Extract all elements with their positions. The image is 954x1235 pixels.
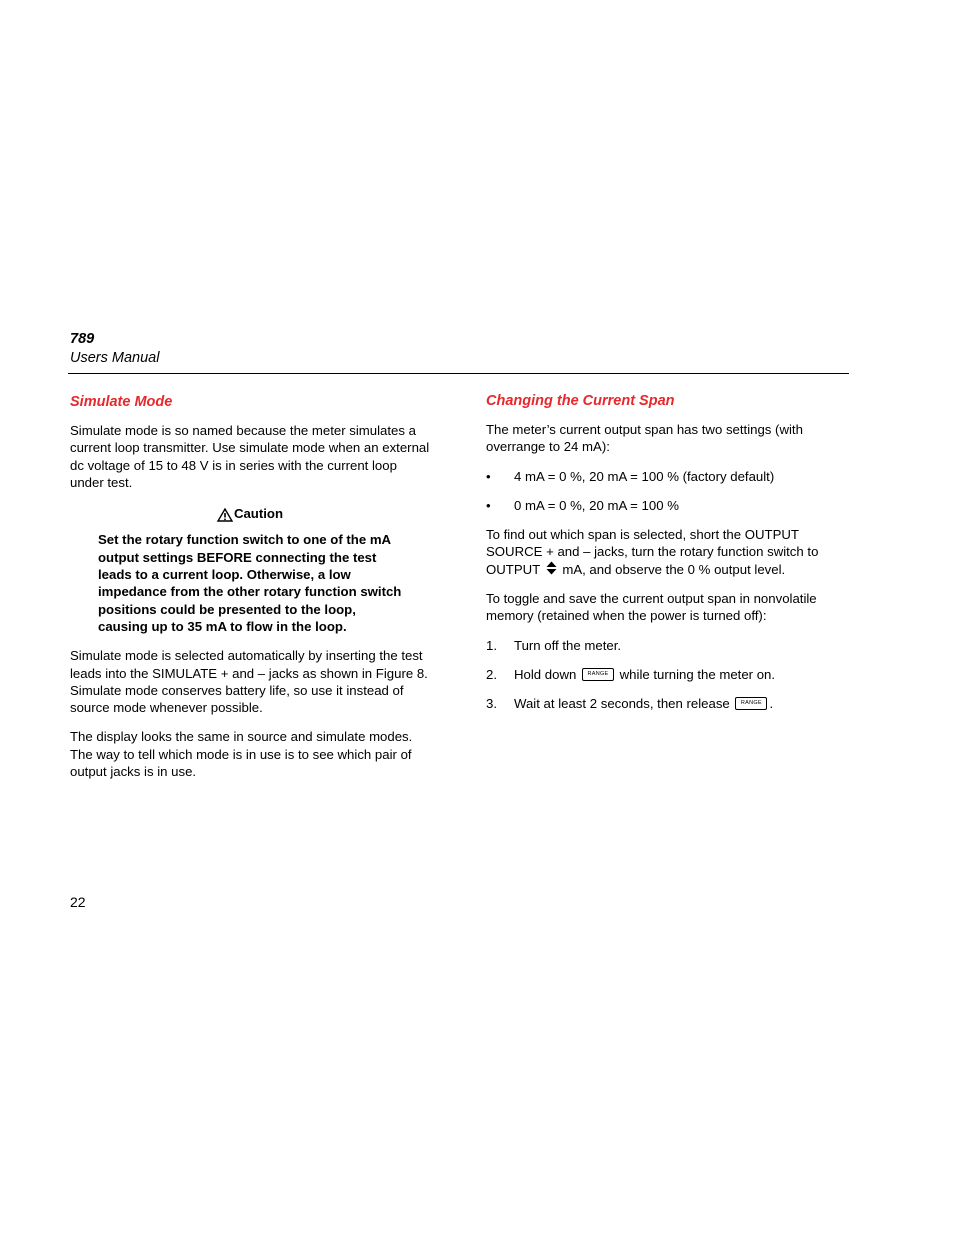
caution-heading	[70, 505, 430, 522]
step-text	[514, 695, 773, 712]
caution-text: Set the rotary function switch to one of the mA output settings BEFORE connecting the test leads to a current loop. Otherwise, a low impedance from the other rotary function switch positions could be presented to the loop, causing up to 35 mA to flow in the loop.	[98, 532, 402, 634]
caution-label: Caution	[233, 506, 284, 522]
step-text-after: while turning the meter on.	[619, 666, 776, 682]
find-span-text-end: mA, and observe the 0 % output level.	[562, 561, 786, 577]
find-span-text: To find out which span is selected, short the OUTPUT SOURCE + and – jacks, turn the rotary function switch to OUTPUT	[486, 527, 819, 577]
bullet-text: 0 mA = 0 %, 20 mA = 100 %	[514, 497, 679, 513]
step-number: 2.	[486, 666, 497, 682]
list-item	[486, 695, 846, 712]
warning-triangle-icon	[217, 508, 233, 522]
toggle-span-paragraph: To toggle and save the current output span in nonvolatile memory (retained when the power is turned off):	[486, 591, 817, 624]
header-divider	[68, 373, 849, 374]
step-number: 1.	[486, 637, 497, 653]
bullet-mark: •	[486, 497, 491, 513]
list-item	[486, 468, 846, 485]
range-key-icon: RANGE	[735, 697, 767, 710]
list-item	[486, 666, 846, 683]
step-text-before: Wait at least 2 seconds, then release	[514, 696, 730, 712]
manual-title: Users Manual	[70, 350, 160, 366]
bullet-text: 4 mA = 0 %, 20 mA = 100 % (factory default)	[514, 468, 775, 484]
simulate-jacks-paragraph: Simulate mode is selected automatically by inserting the test leads into the SIMULATE + and – jacks as shown in Figure 8. Simulate mode conserves battery life, so use it instead of source mode whenever possible.	[70, 648, 428, 716]
page-number: 22	[70, 894, 86, 910]
step-text-after: .	[769, 696, 774, 712]
find-span-paragraph	[486, 526, 846, 578]
step-text-before: Hold down	[514, 666, 577, 682]
bullet-mark: •	[486, 468, 491, 484]
range-key-icon: RANGE	[582, 668, 614, 681]
section-heading-current-span: Changing the Current Span	[486, 393, 675, 409]
right-column	[486, 391, 846, 725]
left-column	[70, 392, 430, 792]
list-item	[486, 637, 846, 654]
step-text: Turn off the meter.	[514, 637, 622, 653]
section-heading-simulate-mode: Simulate Mode	[70, 394, 173, 410]
step-number: 3.	[486, 696, 497, 712]
step-text	[514, 666, 775, 683]
simulate-intro-paragraph: Simulate mode is so named because the meter simulates a current loop transmitter. Use simulate mode when an external dc voltage of 15 to 48 V is in series with the current loop under test.	[70, 423, 430, 490]
up-down-arrows-icon	[546, 561, 557, 575]
list-item	[486, 497, 846, 514]
display-paragraph: The display looks the same in source and simulate modes. The way to tell which mode is in use is to see which pair of output jacks is in use.	[70, 729, 413, 780]
model-number: 789	[70, 331, 95, 347]
span-intro-paragraph: The meter’s current output span has two settings (with overrange to 24 mA):	[486, 422, 803, 455]
